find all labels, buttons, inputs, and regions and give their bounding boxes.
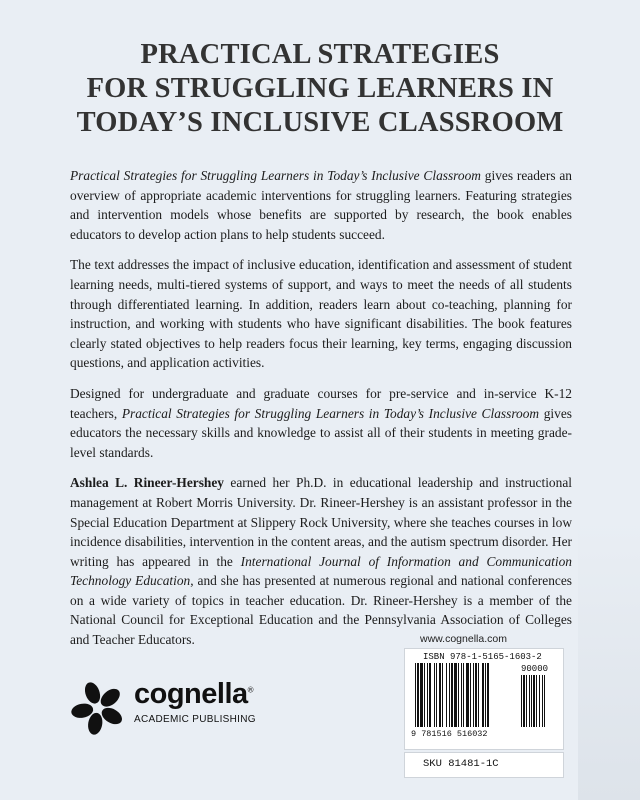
barcode-number: 9 781516 516032 [411,729,488,739]
author-name: Ashlea L. Rineer-Hershey [70,475,225,491]
book-title [0,38,640,140]
publisher-name-text: cognella [134,678,248,710]
description-paragraph-2: The text addresses the impact of inclusive education, identification and assessment of student learning needs, multi-tiered systems of support, and ways to meet the needs of all students through differentiated learning. In addition, readers learn about co-teaching, planning for instruction, and working with students who have significant disabilities. The book features clearly stated objectives to help readers focus their learning, key terms, engaging discussion questions, and application activities. [70,257,572,371]
journal-title: International Journal of Information and Communication Technology Education [70,553,572,589]
author-bio-text-1: earned her Ph.D. in educational leadership and instructional management at Robert Morris University. Dr. Rineer-Hershey is an assistant professor in the Special Education Department at Slippery Rock University, where she teaches courses in low incidence disabilities, intervention in the content areas, and the autism spectrum disorder. Her writing has appeared in the [70,475,572,569]
description-text-1: gives readers an overview of appropriate academic interventions for struggling learners. Featuring strategies and intervention models whose benefits are supported by research, the book enables educators to develop action plans to help students succeed. [70,168,572,242]
author-bio-text-2: , and she has presented at numerous regional and national conferences on a wide variety of topics in teacher education. Dr. Rineer-Hershey is a member of the National Council for Exceptional Education and the Pennsylvania Association of Colleges and Teacher Educators. [70,573,572,648]
back-cover-text [70,166,572,661]
publisher-logo [68,678,268,738]
publisher-name [134,678,253,711]
description-text-3b: gives educators the necessary skills and knowledge to assist all of their students in meeting grade-level standards. [70,405,572,460]
description-paragraph-1 [70,166,572,244]
book-title-italic: Practical Strategies for Struggling Learners in Today’s Inclusive Classroom [70,168,481,183]
isbn-barcode [404,648,564,750]
title-line-1: PRACTICAL STRATEGIES [140,39,500,70]
author-bio [70,473,572,649]
corner-shadow [578,520,640,800]
registered-mark: ® [247,685,254,695]
barcode-bars [413,663,555,729]
title-line-3: TODAY’S INCLUSIVE CLASSROOM [76,107,564,138]
publisher-subtitle: ACADEMIC PUBLISHING [134,714,256,725]
book-title-italic: Practical Strategies for Struggling Learners in Today’s Inclusive Classroom [121,405,540,421]
description-text-3a: Designed for undergraduate and graduate courses for pre-service and in-service K-12 teachers, [70,385,572,421]
cognella-flower-icon [68,680,128,736]
sku-label: SKU 81481-1C [423,758,499,770]
title-line-2: FOR STRUGGLING LEARNERS IN [86,73,554,104]
isbn-label: ISBN 978-1-5165-1603-2 [423,652,542,662]
description-paragraph-3 [70,384,572,462]
publisher-website: www.cognella.com [420,633,507,645]
barcode-addon: 90000 [521,664,549,674]
sku-box [404,752,564,778]
